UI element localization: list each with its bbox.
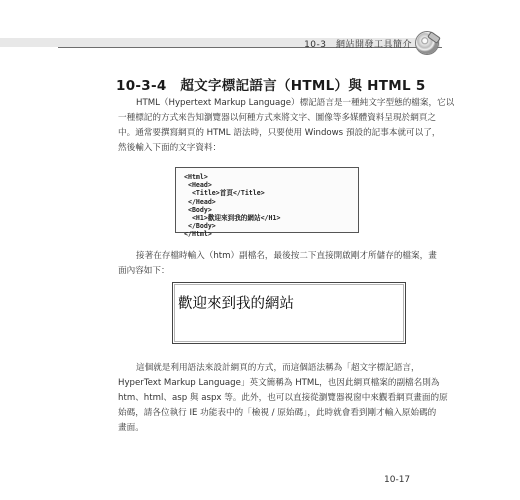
code-line: <Body> — [184, 205, 212, 214]
code-line: <Head> — [184, 181, 212, 190]
paragraph-line: 畫面。 — [118, 423, 144, 433]
code-line: </Body> — [184, 222, 216, 231]
paragraph-line: 這個就是利用語法來設計網頁的方式，而這個語法稱為「超文字標記語言， — [136, 363, 420, 373]
paragraph-intro — [118, 96, 454, 156]
paragraph-line: HTML（Hypertext Markup Language）標記語言是一種純文字型態的檔案，它以 — [136, 98, 455, 108]
paragraph-save — [118, 249, 437, 279]
code-line: </Head> — [184, 197, 216, 206]
browser-heading-text: 歡迎來到我的網站 — [178, 296, 294, 312]
paragraph-line: 始碼，請各位執行 IE 功能表中的「檢視 / 原始碼」，此時就會看到剛才輸入原始碼的 — [118, 408, 437, 418]
paragraph-line: htm、html、asp 與 aspx 等。此外，也可以直接從瀏覽器視窗中來觀看網頁畫面的原 — [118, 393, 448, 403]
paragraph-line: 接著在存檔時輸入（htm）副檔名，最後按二下直接開啟剛才所儲存的檔案，畫 — [136, 251, 437, 261]
paragraph-line: 然後輸入下面的文字資料： — [118, 143, 222, 153]
paragraph-explanation — [118, 361, 448, 436]
code-line: <H1>歡迎來到我的網站</H1> — [184, 214, 281, 223]
code-sample-box — [175, 167, 359, 239]
cd-disc-icon — [416, 32, 438, 54]
paragraph-line: 中。通常要撰寫網頁的 HTML 語法時，只要使用 Windows 預設的記事本就可以了， — [118, 128, 441, 138]
paragraph-line: HyperText Markup Language」英文簡稱為 HTML，也因此網頁檔案的副檔名則為 — [118, 378, 440, 388]
section-title: 10-3-4 超文字標記語言（HTML）與 HTML 5 — [116, 78, 426, 94]
code-line: <Html> — [184, 173, 208, 181]
code-line: </Html> — [184, 230, 212, 239]
paragraph-line: 一種標記的方式來告知瀏覽器以何種方式來將文字、圖像等多媒體資料呈現於網頁之 — [118, 113, 436, 123]
running-header: 10-3 網站開發工具簡介 — [304, 40, 412, 50]
code-line: <Title>首頁</Title> — [184, 189, 265, 198]
browser-preview-box — [172, 282, 406, 344]
page-number: 10-17 — [384, 475, 411, 485]
paragraph-line: 面內容如下： — [118, 266, 170, 276]
